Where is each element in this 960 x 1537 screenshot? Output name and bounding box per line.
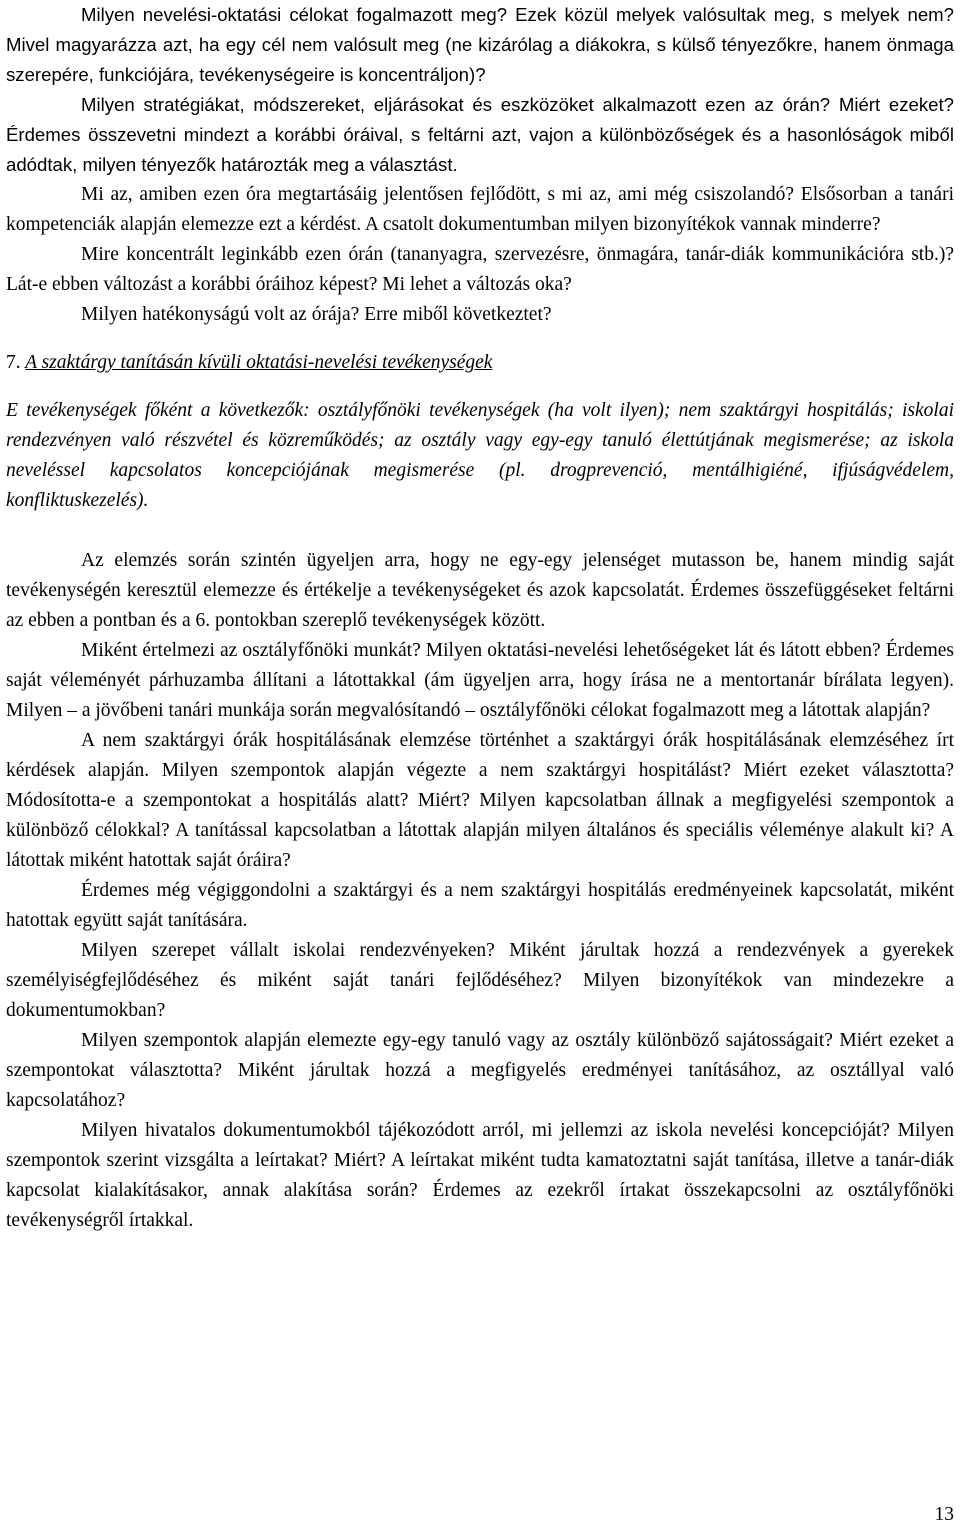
body-paragraph: Milyen hivatalos dokumentumokból tájékozódott arról, mi jellemzi az iskola nevelési koncepcióját? Milyen szempontok szerint vizsgálta a leírtakat? Miért? A leírtakat miként tudta kamatoztatni saját tanítása, illetve a tanár-diák kapcsolat kialakításakor, annak alakítása során? Érdemes az ezekről írtakat összekapcsolni az osztályfőnöki tevékenységről írtakkal. xyxy=(6,1120,954,1231)
paragraph-strategy xyxy=(6,90,954,180)
paragraph-focus xyxy=(6,240,954,300)
section-heading xyxy=(6,348,954,378)
section-title: A szaktárgy tanításán kívüli oktatási-nevelési tevékenységek xyxy=(25,352,493,373)
focus-text: Mire koncentrált leginkább ezen órán (tananyagra, szervezésre, önmagára, tanár-diák kommunikációra stb.)? Lát-e ebben változást a korábbi óráihoz képest? Mi lehet a változás oka? xyxy=(6,244,954,295)
body-paragraph: Milyen szerepet vállalt iskolai rendezvényeken? Miként járultak hozzá a rendezvények a gyerekek személyiségfejlődéséhez és miként saját tanári fejlődéséhez? Milyen bizonyítékok van mindezekre a dokumentumokban? xyxy=(6,940,954,1021)
section-intro: E tevékenységek főként a következők: osztályfőnöki tevékenységek (ha volt ilyen); nem szaktárgyi hospitálás; iskolai rendezvényen való részvétel és közreműködés; az osztály vagy egy-egy tanuló élettútjának megismerése; az iskola neveléssel kapcsolatos koncepciójának megismerése (pl. drogprevenció, mentálhigiéné, ifjúságvédelem, konfliktuskezelés). xyxy=(6,400,954,511)
strategy-question: Milyen stratégiákat, módszereket, eljárásokat és eszközöket alkalmazott ezen az órán? Miért ezeket? xyxy=(81,94,954,115)
section-number: 7. xyxy=(6,352,21,373)
progress-text: Mi az, amiben ezen óra megtartásáig jelentősen fejlődött, s mi az, ami még csiszolandó? Elsősorban a tanári kompetenciák alapján elemezze ezt a kérdést. A csatolt dokumentumban milyen bizonyítékok vannak minderre? xyxy=(6,184,954,235)
goals-text: Milyen nevelési-oktatási célokat fogalmazott meg? Ezek közül melyek valósultak meg, s melyek nem? Mivel magyarázza azt, ha egy cél nem valósult meg (ne kizárólag a diákokra, s külső tényezőkre, hanem önmaga szerepére, funkciójára, tevékenységeire is koncentráljon)? xyxy=(6,4,954,85)
spacer xyxy=(6,516,954,546)
strategy-continuation: Érdemes összevetni mindezt a korábbi óráival, s feltárni azt, vajon a különbözőségek és a hasonlóságok miből adódtak, milyen tényezők határozták meg a választást. xyxy=(6,124,954,175)
body-paragraph: Milyen szempontok alapján elemezte egy-egy tanuló vagy az osztály különböző sajátosságait? Miért ezeket a szempontokat választotta? Miként járultak hozzá a megfigyelés eredményei tanításához, az osztállyal való kapcsolatához? xyxy=(6,1030,954,1111)
body-paragraph: Az elemzés során szintén ügyeljen arra, hogy ne egy-egy jelenséget mutasson be, hanem mindig saját tevékenységén keresztül elemezze és értékelje a tevékenységeket és azok kapcsolatát. Érdemes összefüggéseket feltárni az ebben a pontban és a 6. pontokban szereplő tevékenységek között. xyxy=(6,550,954,631)
body-paragraph: A nem szaktárgyi órák hospitálásának elemzése történhet a szaktárgyi órák hospitálásának elemzéséhez írt kérdések alapján. Milyen szempontok alapján végezte a nem szaktárgyi hospitálást? Miért ezeket választotta? Módosította-e a szempontokat a hospitálás alatt? Miért? Milyen kapcsolatban állnak a megfigyelési szempontok a különböző célokkal? A tanítással kapcsolatban a látottak alapján milyen általános és speciális véleménye alakult ki? A látottak miként hatottak saját óráira? xyxy=(6,730,954,871)
document-page xyxy=(6,0,954,1236)
body-paragraph: Miként értelmezi az osztályfőnöki munkát? Milyen oktatási-nevelési lehetőségeket lát és látott ebben? Érdemes saját véleményét párhuzamba állítani a látottakkal (ám ügyeljen arra, hogy írása ne a mentortanár bírálata legyen). Milyen – a jövőbeni tanári munkája során megvalósítandó – osztályfőnöki célokat fogalmazott meg a látottak alapján? xyxy=(6,640,954,721)
paragraph-efficiency xyxy=(6,300,954,330)
efficiency-text: Milyen hatékonyságú volt az órája? Erre miből következtet? xyxy=(81,304,552,325)
page-number: 13 xyxy=(934,1504,954,1525)
body-paragraph: Érdemes még végiggondolni a szaktárgyi és a nem szaktárgyi hospitálás eredményeinek kapcsolatát, miként hatottak együtt saját tanítására. xyxy=(6,880,954,931)
paragraph-goals xyxy=(6,0,954,90)
paragraph-progress xyxy=(6,180,954,240)
